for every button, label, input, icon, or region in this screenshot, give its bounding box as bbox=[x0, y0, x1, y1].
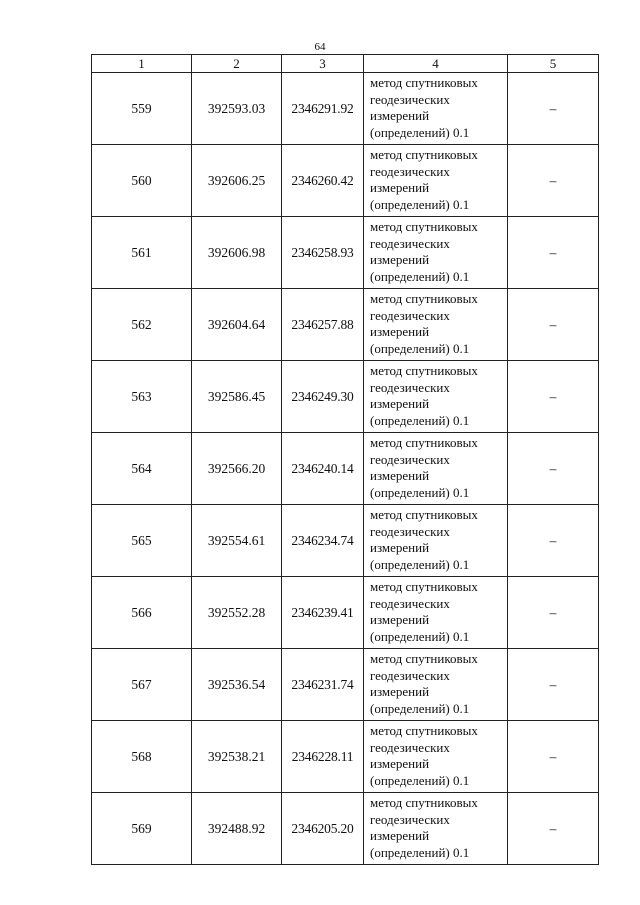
x-coordinate-cell: 392554.61 bbox=[192, 505, 282, 577]
method-line: измерений bbox=[370, 684, 430, 699]
method-line: измерений bbox=[370, 108, 430, 123]
method-line: метод спутниковых bbox=[370, 291, 478, 306]
method-cell bbox=[364, 577, 508, 649]
note-cell: – bbox=[508, 73, 599, 145]
note-cell: – bbox=[508, 649, 599, 721]
method-cell bbox=[364, 73, 508, 145]
column-header-4: 4 bbox=[364, 55, 508, 73]
method-line: (определений) 0.1 bbox=[370, 268, 470, 284]
y-coordinate-cell: 2346260.42 bbox=[282, 145, 364, 217]
table-row bbox=[92, 721, 599, 793]
method-line: геодезических bbox=[370, 595, 450, 611]
method-line: метод спутниковых bbox=[370, 507, 478, 522]
point-number-cell: 562 bbox=[92, 289, 192, 361]
method-line: геодезических bbox=[370, 163, 450, 179]
table-row bbox=[92, 793, 599, 865]
method-line: измерений bbox=[370, 396, 430, 411]
method-line: метод спутниковых bbox=[370, 219, 478, 234]
note-cell: – bbox=[508, 793, 599, 865]
table-row bbox=[92, 289, 599, 361]
method-line: (определений) 0.1 bbox=[370, 700, 470, 716]
table-row bbox=[92, 505, 599, 577]
table-row bbox=[92, 433, 599, 505]
method-line: измерений bbox=[370, 252, 430, 267]
method-cell bbox=[364, 721, 508, 793]
method-line: измерений bbox=[370, 828, 430, 843]
point-number-cell: 568 bbox=[92, 721, 192, 793]
column-header-5: 5 bbox=[508, 55, 599, 73]
y-coordinate-cell: 2346257.88 bbox=[282, 289, 364, 361]
method-cell bbox=[364, 793, 508, 865]
column-header-2: 2 bbox=[192, 55, 282, 73]
method-line: геодезических bbox=[370, 523, 450, 539]
method-line: (определений) 0.1 bbox=[370, 412, 470, 428]
column-header-3: 3 bbox=[282, 55, 364, 73]
method-line: измерений bbox=[370, 180, 430, 195]
method-cell bbox=[364, 361, 508, 433]
method-line: (определений) 0.1 bbox=[370, 556, 470, 572]
x-coordinate-cell: 392536.54 bbox=[192, 649, 282, 721]
point-number-cell: 559 bbox=[92, 73, 192, 145]
method-line: (определений) 0.1 bbox=[370, 196, 470, 212]
method-line: геодезических bbox=[370, 307, 450, 323]
x-coordinate-cell: 392604.64 bbox=[192, 289, 282, 361]
column-header-1: 1 bbox=[92, 55, 192, 73]
note-cell: – bbox=[508, 217, 599, 289]
page-number: 64 bbox=[314, 41, 326, 53]
method-cell bbox=[364, 505, 508, 577]
method-line: геодезических bbox=[370, 91, 450, 107]
method-line: измерений bbox=[370, 468, 430, 483]
method-line: метод спутниковых bbox=[370, 147, 478, 162]
point-number-cell: 560 bbox=[92, 145, 192, 217]
y-coordinate-cell: 2346231.74 bbox=[282, 649, 364, 721]
method-line: метод спутниковых bbox=[370, 723, 478, 738]
point-number-cell: 563 bbox=[92, 361, 192, 433]
x-coordinate-cell: 392606.98 bbox=[192, 217, 282, 289]
method-line: измерений bbox=[370, 612, 430, 627]
method-cell bbox=[364, 289, 508, 361]
method-line: измерений bbox=[370, 756, 430, 771]
method-line: метод спутниковых bbox=[370, 75, 478, 90]
x-coordinate-cell: 392566.20 bbox=[192, 433, 282, 505]
method-cell bbox=[364, 433, 508, 505]
table-row bbox=[92, 145, 599, 217]
table-row bbox=[92, 217, 599, 289]
note-cell: – bbox=[508, 577, 599, 649]
method-line: измерений bbox=[370, 324, 430, 339]
y-coordinate-cell: 2346258.93 bbox=[282, 217, 364, 289]
method-line: геодезических bbox=[370, 451, 450, 467]
table-header-row bbox=[92, 55, 599, 73]
point-number-cell: 566 bbox=[92, 577, 192, 649]
y-coordinate-cell: 2346205.20 bbox=[282, 793, 364, 865]
table-row bbox=[92, 361, 599, 433]
method-line: геодезических bbox=[370, 739, 450, 755]
method-line: метод спутниковых bbox=[370, 795, 478, 810]
method-line: (определений) 0.1 bbox=[370, 628, 470, 644]
point-number-cell: 565 bbox=[92, 505, 192, 577]
method-line: (определений) 0.1 bbox=[370, 124, 470, 140]
x-coordinate-cell: 392593.03 bbox=[192, 73, 282, 145]
table-row bbox=[92, 73, 599, 145]
x-coordinate-cell: 392606.25 bbox=[192, 145, 282, 217]
note-cell: – bbox=[508, 433, 599, 505]
method-cell bbox=[364, 145, 508, 217]
method-line: (определений) 0.1 bbox=[370, 340, 470, 356]
y-coordinate-cell: 2346228.11 bbox=[282, 721, 364, 793]
x-coordinate-cell: 392538.21 bbox=[192, 721, 282, 793]
point-number-cell: 567 bbox=[92, 649, 192, 721]
y-coordinate-cell: 2346234.74 bbox=[282, 505, 364, 577]
coordinates-table bbox=[91, 54, 599, 865]
method-line: геодезических bbox=[370, 379, 450, 395]
note-cell: – bbox=[508, 361, 599, 433]
method-line: геодезических bbox=[370, 235, 450, 251]
note-cell: – bbox=[508, 289, 599, 361]
method-line: (определений) 0.1 bbox=[370, 484, 470, 500]
table-body bbox=[92, 73, 599, 865]
point-number-cell: 561 bbox=[92, 217, 192, 289]
method-line: геодезических bbox=[370, 811, 450, 827]
method-line: (определений) 0.1 bbox=[370, 844, 470, 860]
point-number-cell: 569 bbox=[92, 793, 192, 865]
method-line: метод спутниковых bbox=[370, 651, 478, 666]
y-coordinate-cell: 2346239.41 bbox=[282, 577, 364, 649]
y-coordinate-cell: 2346291.92 bbox=[282, 73, 364, 145]
note-cell: – bbox=[508, 145, 599, 217]
method-cell bbox=[364, 217, 508, 289]
x-coordinate-cell: 392552.28 bbox=[192, 577, 282, 649]
method-cell bbox=[364, 649, 508, 721]
method-line: геодезических bbox=[370, 667, 450, 683]
method-line: метод спутниковых bbox=[370, 363, 478, 378]
x-coordinate-cell: 392488.92 bbox=[192, 793, 282, 865]
method-line: измерений bbox=[370, 540, 430, 555]
method-line: метод спутниковых bbox=[370, 435, 478, 450]
method-line: метод спутниковых bbox=[370, 579, 478, 594]
point-number-cell: 564 bbox=[92, 433, 192, 505]
x-coordinate-cell: 392586.45 bbox=[192, 361, 282, 433]
y-coordinate-cell: 2346240.14 bbox=[282, 433, 364, 505]
note-cell: – bbox=[508, 505, 599, 577]
table-row bbox=[92, 649, 599, 721]
note-cell: – bbox=[508, 721, 599, 793]
method-line: (определений) 0.1 bbox=[370, 772, 470, 788]
table-row bbox=[92, 577, 599, 649]
y-coordinate-cell: 2346249.30 bbox=[282, 361, 364, 433]
